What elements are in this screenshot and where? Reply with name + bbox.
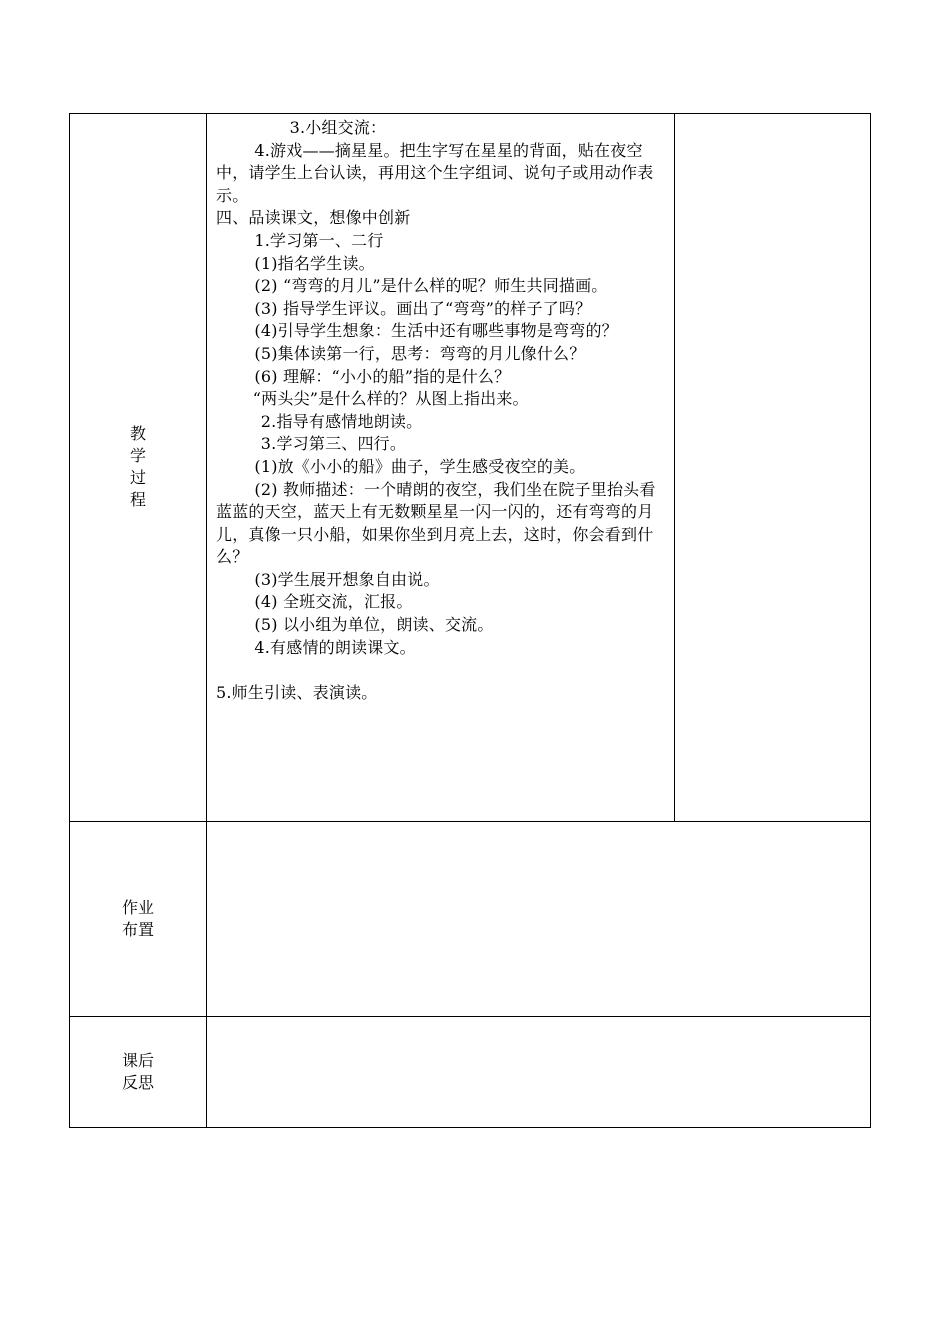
process-line: 4.游戏——摘星星。把生字写在星星的背面，贴在夜空中，请学生上台认读，再用这个生字组词、说句子或用动作表示。 <box>216 140 654 205</box>
process-line: (5) 以小组为单位，朗读、交流。 <box>254 615 494 635</box>
process-line: 5.师生引读、表演读。 <box>216 682 378 702</box>
lesson-plan-table <box>69 113 871 1128</box>
teaching-process-notes-cell <box>675 114 871 822</box>
process-line: (6) 理解：“小小的船”指的是什么？ <box>254 366 511 386</box>
teaching-process-lines <box>216 117 668 704</box>
process-line: (1)放《小小的船》曲子，学生感受夜空的美。 <box>254 456 586 476</box>
process-line: (2) 教师描述：一个晴朗的夜空，我们坐在院子里抬头看蓝蓝的天空，蓝天上有无数颗星星一闪一闪的，还有弯弯的月儿，真像一只小船，如果你坐到月亮上去，这时，你会看到什么？ <box>216 479 656 567</box>
reflection-content-cell <box>207 1016 871 1127</box>
teaching-process-row <box>70 114 871 822</box>
teaching-process-label: 教学过程 <box>129 424 146 510</box>
homework-label: 作业布置 <box>121 897 154 939</box>
process-line: “两头尖”是什么样的？从图上指出来。 <box>252 389 529 409</box>
process-line: 3.学习第三、四行。 <box>260 434 407 454</box>
process-line: (1)指名学生读。 <box>254 253 375 273</box>
process-line: (3) 指导学生评议。画出了“弯弯”的样子了吗？ <box>254 298 592 318</box>
reflection-label: 课后反思 <box>121 1050 154 1092</box>
homework-label-cell <box>70 821 207 1016</box>
process-line: (5)集体读第一行，思考：弯弯的月儿像什么？ <box>254 343 586 363</box>
reflection-row <box>70 1016 871 1127</box>
process-line: 1.学习第一、二行 <box>254 230 384 250</box>
process-line <box>216 659 668 682</box>
process-line: 4.有感情的朗读课文。 <box>254 637 416 657</box>
process-line: 2.指导有感情地朗读。 <box>260 411 423 431</box>
teaching-process-label-cell <box>70 114 207 822</box>
process-line: (2) “弯弯的月儿”是什么样的呢？师生共同描画。 <box>254 276 608 296</box>
process-line: (4)引导学生想象：生活中还有哪些事物是弯弯的？ <box>254 321 618 341</box>
homework-row <box>70 821 871 1016</box>
process-line: 3.小组交流： <box>289 118 387 137</box>
homework-content-cell <box>207 821 871 1016</box>
process-line: (4) 全班交流，汇报。 <box>254 592 413 612</box>
teaching-process-content <box>207 114 675 822</box>
reflection-label-cell <box>70 1016 207 1127</box>
process-line: (3)学生展开想象自由说。 <box>254 569 440 589</box>
process-line: 四、品读课文，想像中创新 <box>216 208 411 228</box>
